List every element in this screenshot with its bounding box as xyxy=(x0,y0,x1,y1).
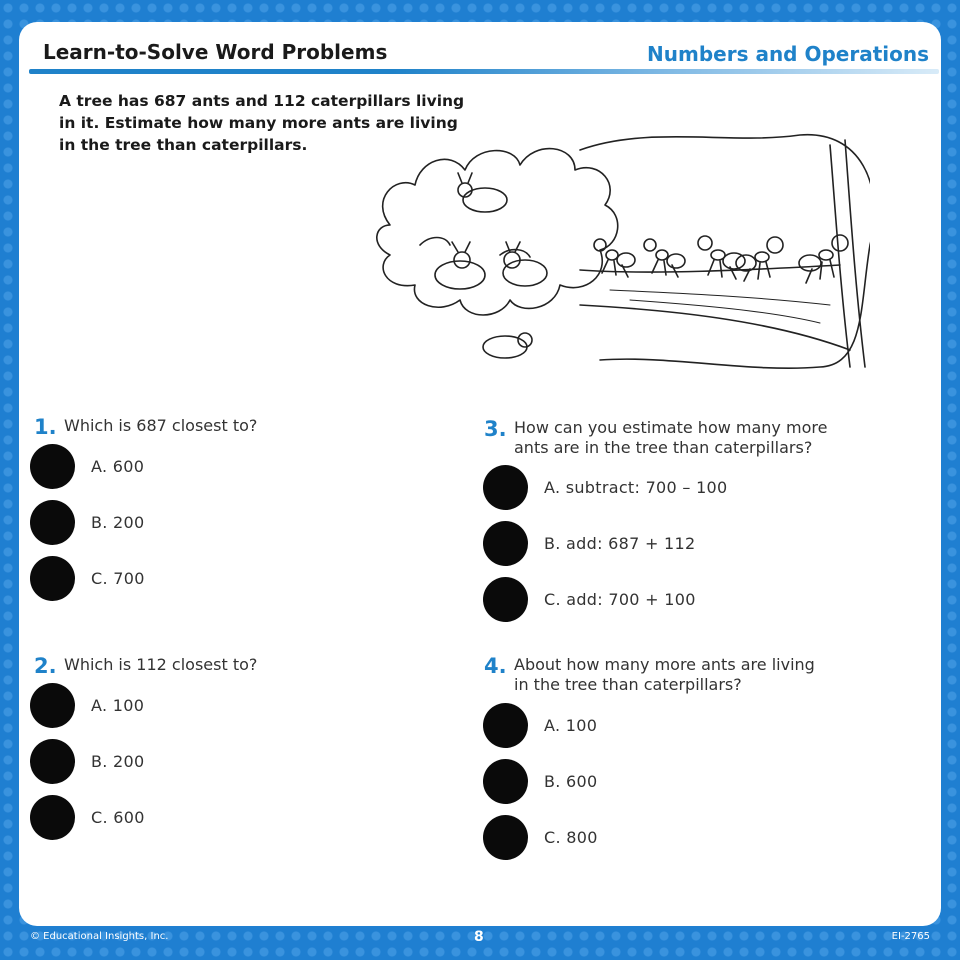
caterpillar-icon xyxy=(435,242,485,289)
answer-bubble[interactable] xyxy=(30,739,75,784)
question-2 xyxy=(34,655,257,677)
q4-choice-b[interactable] xyxy=(483,758,598,804)
answer-bubble[interactable] xyxy=(483,521,528,566)
page-number: 8 xyxy=(474,929,484,945)
question-text-line: ants are in the tree than caterpillars? xyxy=(514,438,813,457)
answer-bubble[interactable] xyxy=(483,465,528,510)
choice-label: C. add: 700 + 100 xyxy=(544,589,696,609)
question-number: 3. xyxy=(484,417,507,441)
ant-icon xyxy=(736,237,783,281)
question-text-line: Which is 687 closest to? xyxy=(64,416,258,435)
problem-line: A tree has 687 ants and 112 caterpillars living xyxy=(59,92,465,110)
q1-choice-b[interactable] xyxy=(30,499,145,545)
choice-label: C. 600 xyxy=(91,807,145,827)
problem-line: in the tree than caterpillars. xyxy=(59,136,308,154)
question-3 xyxy=(484,418,827,458)
question-4 xyxy=(484,655,815,695)
choice-label: A. 600 xyxy=(91,456,145,476)
q2-choice-c[interactable] xyxy=(30,794,145,840)
choice-label: A. subtract: 700 – 100 xyxy=(544,477,728,497)
q3-choice-a[interactable] xyxy=(483,464,728,510)
choice-label: A. 100 xyxy=(544,715,598,735)
header-divider xyxy=(29,69,939,74)
answer-bubble[interactable] xyxy=(30,683,75,728)
choice-label: B. 600 xyxy=(544,771,598,791)
question-1 xyxy=(34,416,257,438)
question-text xyxy=(64,655,257,675)
choice-label: B. add: 687 + 112 xyxy=(544,533,696,553)
question-number: 4. xyxy=(484,654,507,678)
q2-choice-a[interactable] xyxy=(30,682,144,728)
caterpillar-icon xyxy=(458,173,507,212)
copyright-notice: © Educational Insights, Inc. xyxy=(30,931,169,942)
trunk-icon xyxy=(845,140,865,367)
q4-choice-c[interactable] xyxy=(483,814,598,860)
question-text-line: in the tree than caterpillars? xyxy=(514,675,742,694)
question-text xyxy=(514,418,827,458)
q1-choice-c[interactable] xyxy=(30,555,145,601)
q4-choice-a[interactable] xyxy=(483,702,597,748)
question-text xyxy=(64,416,257,436)
choice-label: B. 200 xyxy=(91,751,145,771)
choice-label: A. 100 xyxy=(91,695,145,715)
foliage-icon xyxy=(377,149,618,315)
illustration-frame xyxy=(580,135,870,369)
answer-bubble[interactable] xyxy=(30,444,75,489)
q3-choice-c[interactable] xyxy=(483,576,696,622)
choice-label: C. 800 xyxy=(544,827,598,847)
question-text-line: About how many more ants are living xyxy=(514,655,815,674)
answer-bubble[interactable] xyxy=(30,500,75,545)
q1-choice-a[interactable] xyxy=(30,443,144,489)
answer-bubble[interactable] xyxy=(483,759,528,804)
answer-bubble[interactable] xyxy=(483,577,528,622)
answer-bubble[interactable] xyxy=(483,703,528,748)
tree-branch-ants-caterpillars-illustration xyxy=(350,105,870,375)
answer-bubble[interactable] xyxy=(30,795,75,840)
question-text-line: Which is 112 closest to? xyxy=(64,655,258,674)
caterpillar-icon xyxy=(483,333,532,358)
question-number: 1. xyxy=(34,415,57,439)
q3-choice-b[interactable] xyxy=(483,520,696,566)
choice-label: B. 200 xyxy=(91,512,145,532)
answer-bubble[interactable] xyxy=(483,815,528,860)
q2-choice-b[interactable] xyxy=(30,738,145,784)
caterpillar-icon xyxy=(503,242,547,286)
page-title: Learn-to-Solve Word Problems xyxy=(43,40,388,64)
problem-line: in it. Estimate how many more ants are living xyxy=(59,114,458,132)
question-text xyxy=(514,655,815,695)
category-title: Numbers and Operations xyxy=(647,42,929,66)
question-text-line: How can you estimate how many more xyxy=(514,418,828,437)
product-code: EI-2765 xyxy=(891,931,930,942)
answer-bubble[interactable] xyxy=(30,556,75,601)
question-number: 2. xyxy=(34,654,57,678)
choice-label: C. 700 xyxy=(91,568,145,588)
